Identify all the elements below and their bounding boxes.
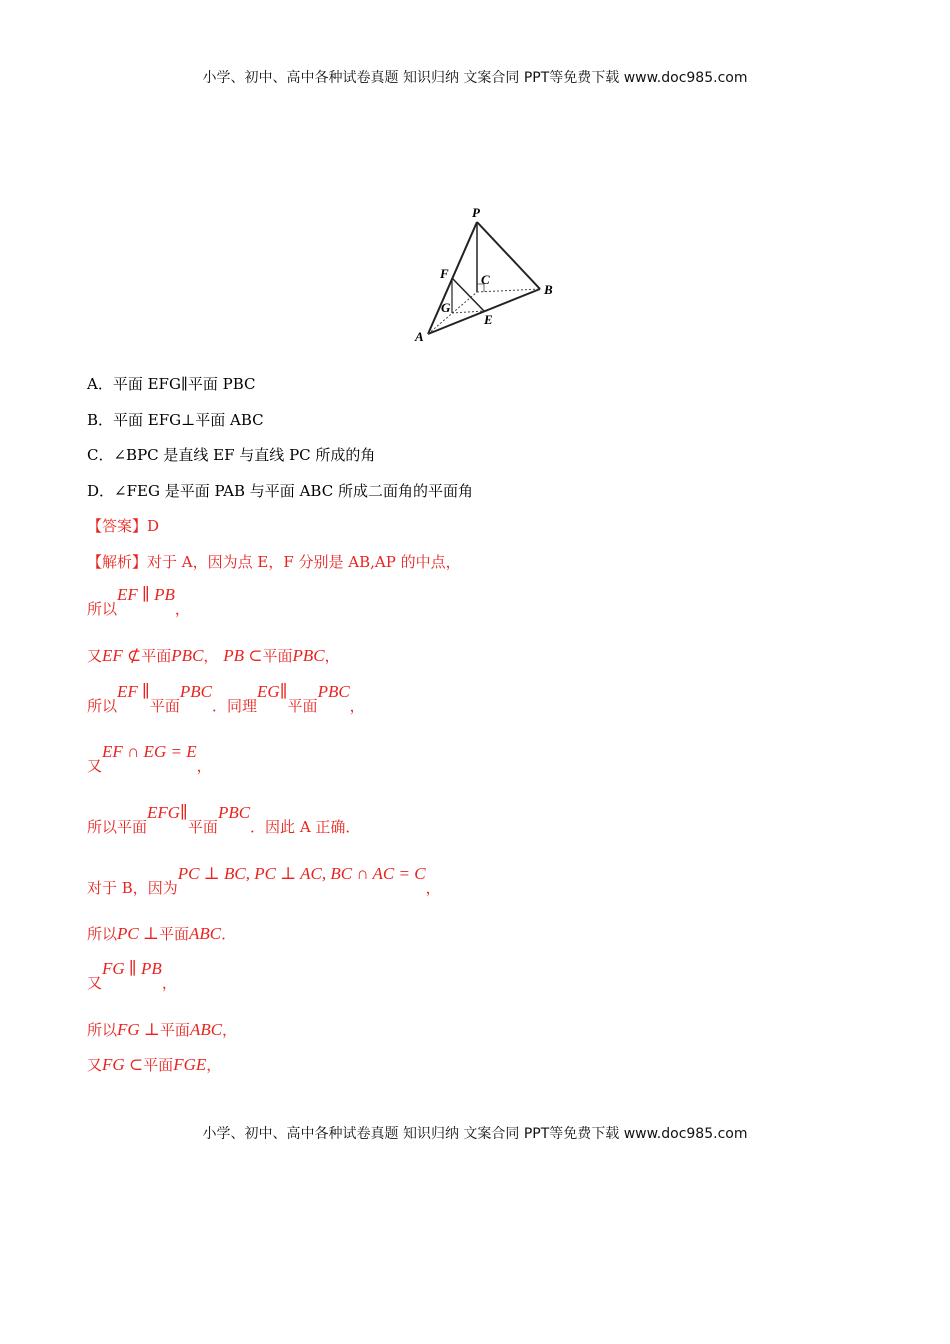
label-C: C (481, 272, 490, 287)
math-expr: EF ∥ PB (117, 585, 175, 604)
math-expr: PBC (292, 646, 325, 665)
label-P: P (472, 205, 480, 220)
analysis-line-7: 对于 B，因为PC ⊥ BC, PC ⊥ AC, BC ∩ AC = C， (87, 864, 441, 897)
analysis-line-5: 又EF ∩ EG = E， (87, 742, 212, 775)
math-expr: PB ⊂ (223, 646, 263, 665)
math-expr: FGE (173, 1055, 207, 1074)
math-expr: ABC (189, 924, 222, 943)
label-B: B (544, 282, 553, 297)
math-expr: EF ⊄ (102, 646, 142, 665)
math-expr: EFG∥ (147, 803, 188, 822)
math-expr: PC ⊥ BC, PC ⊥ AC, BC ∩ AC = C (177, 864, 426, 883)
analysis-line-9: 又FG ∥ PB， (87, 959, 177, 992)
math-expr: EG∥ (257, 682, 288, 701)
math-expr: PBC (317, 682, 350, 701)
label-E: E (484, 312, 493, 327)
option-d: D．∠FEG 是平面 PAB 与平面 ABC 所成二面角的平面角 (87, 482, 473, 500)
math-expr: PBC (171, 646, 204, 665)
analysis-line-1: 【解析】对于 A，因为点 E，F 分别是 AB,AP 的中点， (87, 553, 461, 571)
answer: 【答案】D (87, 517, 160, 535)
math-expr: FG ∥ PB (102, 959, 162, 978)
math-expr: ABC (189, 1020, 223, 1039)
page-header: 小学、初中、高中各种试卷真题 知识归纳 文案合同 PPT等免费下载 www.doc985.com (202, 70, 748, 86)
option-c: C．∠BPC 是直线 EF 与直线 PC 所成的角 (87, 446, 376, 464)
analysis-line-11: 又FG ⊂平面FGE， (87, 1055, 222, 1074)
geometry-figure (400, 200, 570, 350)
math-expr: PBC (217, 803, 251, 822)
math-expr: EF ∩ EG = E (102, 742, 197, 761)
analysis-line-8: 所以PC ⊥平面ABC． (87, 924, 237, 943)
analysis-line-6: 所以平面EFG∥平面PBC．因此 A 正确． (87, 803, 361, 836)
page-footer: 小学、初中、高中各种试卷真题 知识归纳 文案合同 PPT等免费下载 www.doc985.com (202, 1126, 748, 1142)
analysis-line-4: 所以EF ∥平面PBC．同理EG∥平面PBC， (87, 682, 365, 715)
math-expr: FG ⊂ (102, 1055, 144, 1074)
math-expr: PBC (179, 682, 213, 701)
option-a: A．平面 EFG∥平面 PBC (87, 375, 256, 393)
analysis-line-3: 又EF ⊄平面PBC， PB ⊂平面PBC， (87, 646, 340, 665)
math-expr: EF ∥ (117, 682, 150, 701)
analysis-line-2: 所以EF ∥ PB， (87, 585, 190, 618)
math-expr: FG ⊥ (117, 1020, 160, 1039)
math-expr: PC ⊥ (117, 924, 159, 943)
label-A: A (415, 329, 424, 344)
label-F: F (440, 266, 449, 281)
analysis-line-10: 所以FG ⊥平面ABC， (87, 1020, 238, 1039)
option-b: B．平面 EFG⊥平面 ABC (87, 411, 264, 429)
label-G: G (441, 300, 451, 315)
